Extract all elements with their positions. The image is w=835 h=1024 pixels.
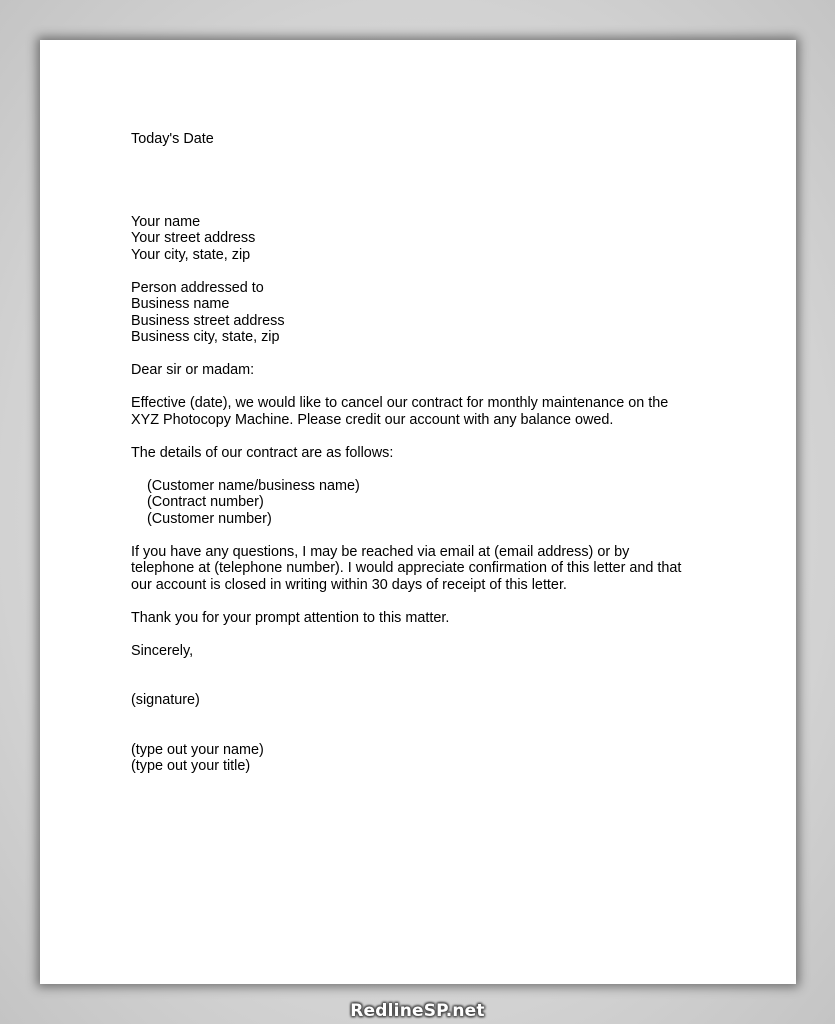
recipient-street: Business street address bbox=[131, 312, 285, 329]
sender-address bbox=[131, 214, 731, 264]
paragraph-cancellation bbox=[131, 395, 731, 428]
details-intro: The details of our contract are as follows: bbox=[131, 444, 394, 461]
closing-line: Sincerely, bbox=[131, 642, 194, 659]
salutation: Dear sir or madam: bbox=[131, 362, 255, 378]
sender-name: Your name bbox=[131, 213, 201, 230]
paragraph-line: Effective (date), we would like to cancel our contract for monthly maintenance on the bbox=[131, 395, 669, 411]
paragraph-contact bbox=[131, 544, 731, 594]
sender-city: Your city, state, zip bbox=[131, 246, 251, 263]
letter-body bbox=[131, 131, 731, 775]
paragraph-line: XYZ Photocopy Machine. Please credit our account with any balance owed. bbox=[131, 411, 614, 428]
sender-street: Your street address bbox=[131, 230, 256, 246]
paragraph-line: telephone at (telephone number). I would appreciate confirmation of this letter and that bbox=[131, 560, 682, 576]
thanks-line: Thank you for your prompt attention to this matter. bbox=[131, 609, 450, 626]
recipient-business: Business name bbox=[131, 296, 230, 312]
recipient-city: Business city, state, zip bbox=[131, 329, 280, 345]
detail-customer-number: (Customer number) bbox=[147, 510, 272, 527]
detail-customer-name: (Customer name/business name) bbox=[147, 477, 360, 494]
typed-name-line: (type out your name) bbox=[131, 741, 264, 758]
paragraph-line: If you have any questions, I may be reached via email at (email address) or by bbox=[131, 543, 630, 560]
paragraph-line: our account is closed in writing within 30 days of receipt of this letter. bbox=[131, 576, 567, 593]
document-page bbox=[40, 40, 796, 984]
typed-title-line: (type out your title) bbox=[131, 758, 251, 774]
date-line: Today's Date bbox=[131, 131, 214, 147]
recipient-address bbox=[131, 280, 731, 346]
watermark: RedlineSP.net bbox=[350, 1001, 485, 1021]
detail-contract-number: (Contract number) bbox=[147, 494, 264, 510]
recipient-person: Person addressed to bbox=[131, 279, 264, 296]
contract-details bbox=[131, 478, 731, 528]
signature-line: (signature) bbox=[131, 692, 200, 708]
